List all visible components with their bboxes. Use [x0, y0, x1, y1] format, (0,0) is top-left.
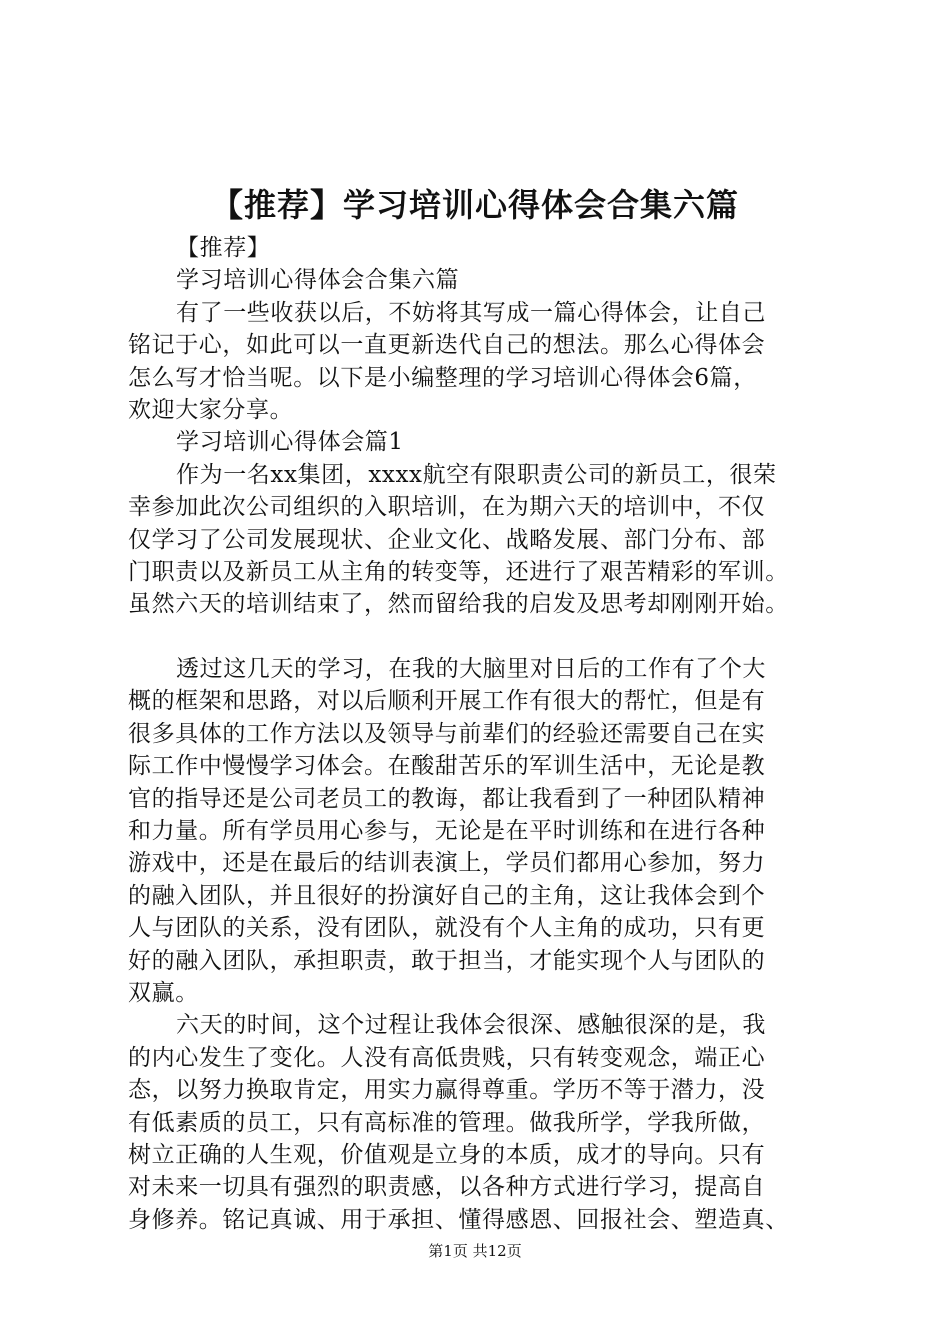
blank-line: [128, 621, 848, 653]
text-line: 怎么写才恰当呢。以下是小编整理的学习培训心得体会6篇，: [128, 364, 757, 391]
text-line: 【推荐】: [176, 235, 271, 261]
text-line: 人与团队的关系，没有团队，就没有个人主角的成功，只有更: [128, 915, 766, 942]
text-line: 门职责以及新员工从主角的转变等，还进行了艰苦精彩的军训。: [128, 558, 789, 585]
text-line: 学习培训心得体会篇1: [176, 429, 404, 456]
text-line: 身修养。铭记真诚、用于承担、懂得感恩、回报社会、塑造真、: [128, 1206, 789, 1233]
text-line: 对未来一切具有强烈的职责感，以各种方式进行学习，提高自: [128, 1174, 766, 1201]
page-number-footer: 第1页 共12页: [428, 1242, 522, 1260]
text-line: 六天的时间，这个过程让我体会很深、感触很深的是，我: [176, 1012, 766, 1039]
text-line: 的融入团队，并且很好的扮演好自己的主角，这让我体会到个: [128, 882, 766, 909]
document-body: [128, 232, 848, 1236]
text-line: 虽然六天的培训结束了，然而留给我的启发及思考却刚刚开始。: [128, 591, 789, 618]
text-line: 透过这几天的学习，在我的大脑里对日后的工作有了个大: [176, 656, 766, 683]
text-line: 仅学习了公司发展现状、企业文化、战略发展、部门分布、部: [128, 526, 766, 553]
text-line: 作为一名xx集团，xxxx航空有限职责公司的新员工，很荣: [176, 461, 777, 488]
text-line: 幸参加此次公司组织的入职培训，在为期六天的培训中，不仅: [128, 494, 766, 521]
text-line: 铭记于心，如此可以一直更新迭代自己的想法。那么心得体会: [128, 332, 766, 359]
text-line: 双赢。: [128, 979, 199, 1006]
text-line: 游戏中，还是在最后的结训表演上，学员们都用心参加，努力: [128, 850, 766, 877]
text-line: 概的框架和思路，对以后顺利开展工作有很大的帮忙，但是有: [128, 688, 766, 715]
text-line: 有了一些收获以后，不妨将其写成一篇心得体会，让自己: [176, 299, 766, 326]
text-line: 学习培训心得体会合集六篇: [176, 267, 460, 294]
text-line: 树立正确的人生观，价值观是立身的本质，成才的导向。只有: [128, 1141, 766, 1168]
text-line: 官的指导还是公司老员工的教诲，都让我看到了一种团队精神: [128, 785, 766, 812]
text-line: 很多具体的工作方法以及领导与前辈们的经验还需要自己在实: [128, 720, 766, 747]
text-line: 的内心发生了变化。人没有高低贵贱，只有转变观念，端正心: [128, 1044, 766, 1071]
document-title: 【推荐】学习培训心得体会合集六篇: [210, 186, 739, 224]
text-line: 际工作中慢慢学习体会。在酸甜苦乐的军训生活中，无论是教: [128, 753, 766, 780]
text-line: 有低素质的员工，只有高标准的管理。做我所学，学我所做，: [128, 1109, 766, 1136]
text-line: 态，以努力换取肯定，用实力赢得尊重。学历不等于潜力，没: [128, 1077, 766, 1104]
text-line: 好的融入团队，承担职责，敢于担当，才能实现个人与团队的: [128, 947, 766, 974]
text-line: 欢迎大家分享。: [128, 396, 294, 423]
text-line: 和力量。所有学员用心参与，无论是在平时训练和在进行各种: [128, 818, 766, 845]
